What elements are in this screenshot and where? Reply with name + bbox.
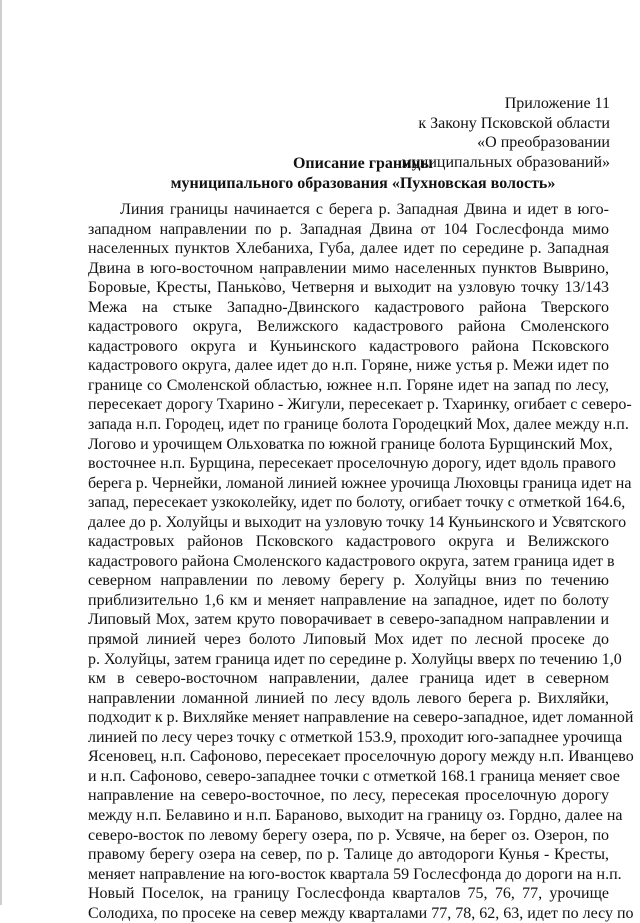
document-title-line-1: Описание границы: [292, 155, 434, 172]
appendix-line-2: к Закону Псковской области: [418, 114, 610, 132]
body-line: Двина в юго-восточном направлении мимо населенных пунктов Выврино,: [88, 259, 609, 277]
body-line: пересекает дорогу Тхарино - Жигули, пересекает р. Тхаринку, огибает с северо-: [88, 396, 632, 414]
body-line: линией по лесу через точку с отметкой 153.9, проходит юго-западнее урочища: [88, 728, 623, 746]
body-line: и н.п. Сафоново, северо-западнее точки с отметкой 168.1 граница меняет свое: [88, 767, 620, 785]
body-line: кадастровых районов Псковского кадастрового округа и Велижского: [88, 533, 609, 551]
body-line: запад, пересекает узкоколейку, идет по болоту, огибает точку с отметкой 164.6,: [88, 494, 626, 512]
body-line: меняет направление на юго-восток квартала 59 Гослесфонда до дороги на н.п.: [88, 865, 622, 883]
body-line: Линия границы начинается с берега р. Западная Двина и идет в юго-: [120, 201, 609, 218]
body-line: направлении ломанной линией по лесу вдоль левого берега р. Вихляйки,: [88, 689, 609, 707]
appendix-line-3: «О преобразовании: [477, 134, 610, 151]
appendix-line-1: Приложение 11: [504, 95, 610, 112]
body-line: р. Холуйцы, затем граница идет по середине р. Холуйцы вверх по течению 1,0: [88, 650, 622, 668]
body-line: кадастрового округа, Велижского кадастрового района Смоленского: [88, 318, 609, 336]
body-line: кадастрового округа и Куньинского кадастрового района Псковского: [88, 337, 609, 355]
body-line: между н.п. Белавино и н.п. Бараново, выходит на границу оз. Гордно, далее на: [88, 806, 623, 824]
body-line: Логово и урочищем Ольховатка по южной границе болота Бурщинский Мох,: [88, 435, 613, 453]
body-line: прямой линией через болото Липовый Мох идет по лесной просеке до: [88, 631, 609, 649]
body-line: Ясеновец, н.п. Сафоново, пересекает проселочную дорогу между н.п. Иванцево: [88, 748, 634, 766]
body-line: северном направлении по левому берегу р. Холуйцы вниз по течению: [88, 572, 609, 590]
body-line: Липовый Мох, затем круто поворачивает в северо-западном направлении и: [88, 611, 609, 629]
body-line: Солодиха, по просеке на север между кварталами 77, 78, 62, 63, идет по лесу по: [88, 904, 634, 922]
body-line: приблизительно 1,6 км и меняет направление на западное, идет по болоту: [88, 591, 609, 609]
body-line: кадастрового округа, далее идет до н.п. Горяне, ниже устья р. Межи идет по: [88, 357, 609, 375]
document-title-line-2: муниципального образования «Пухновская волость»: [170, 175, 556, 192]
body-line: км в северо-восточном направлении, далее граница идет в северном: [88, 670, 609, 688]
body-line: кадастрового района Смоленского кадастрового округа, затем граница идет в: [88, 552, 615, 570]
body-line: берега р. Чернейки, ломаной линией южнее урочища Люховцы граница идет на: [88, 474, 632, 492]
body-line: Межа на стыке Западно-Двинского кадастрового района Тверского: [88, 298, 609, 316]
body-line: населенных пунктов Хлебаниха, Губа, далее идет по середине р. Западная: [88, 240, 609, 258]
body-line: запада н.п. Городец, идет по границе болота Городецкий Мох, далее между н.п.: [88, 416, 629, 434]
body-line: северо-восток по левому берегу озера, по р. Усвяче, на берег оз. Озерон, по: [88, 826, 609, 844]
body-line: подходит к р. Вихляйке меняет направление на северо-западное, идет ломанной: [88, 709, 634, 727]
boundary-description-text: [88, 200, 634, 923]
body-line: далее до р. Холуйцы и выходит на узловую точку 14 Куньинского и Усвятского: [88, 513, 627, 531]
body-line: границе со Смоленской областью, южнее н.п. Горяне идет на запад по лесу,: [88, 376, 609, 394]
body-line: Новый Поселок, на границу Гослесфонда кварталов 75, 76, 77, урочище: [88, 885, 609, 903]
body-line: восточнее н.п. Бурщина, пересекает проселочную дорогу, идет вдоль правого: [88, 455, 616, 473]
body-line: правому берегу озера на север, по р. Талице до автодороги Кунья - Кресты,: [88, 846, 609, 864]
body-line: Боровые, Кресты, Панько̀во, Четверня и выходит на узловую точку 13/143: [88, 279, 609, 297]
body-line: направление на северо-восточное, по лесу, пересекая проселочную дорогу: [88, 787, 609, 805]
body-line: западном направлении по р. Западная Двина от 104 Гослесфонда мимо: [88, 220, 609, 238]
appendix-line-4: муниципальных образований»: [401, 153, 610, 171]
page-left-edge: [0, 0, 2, 905]
